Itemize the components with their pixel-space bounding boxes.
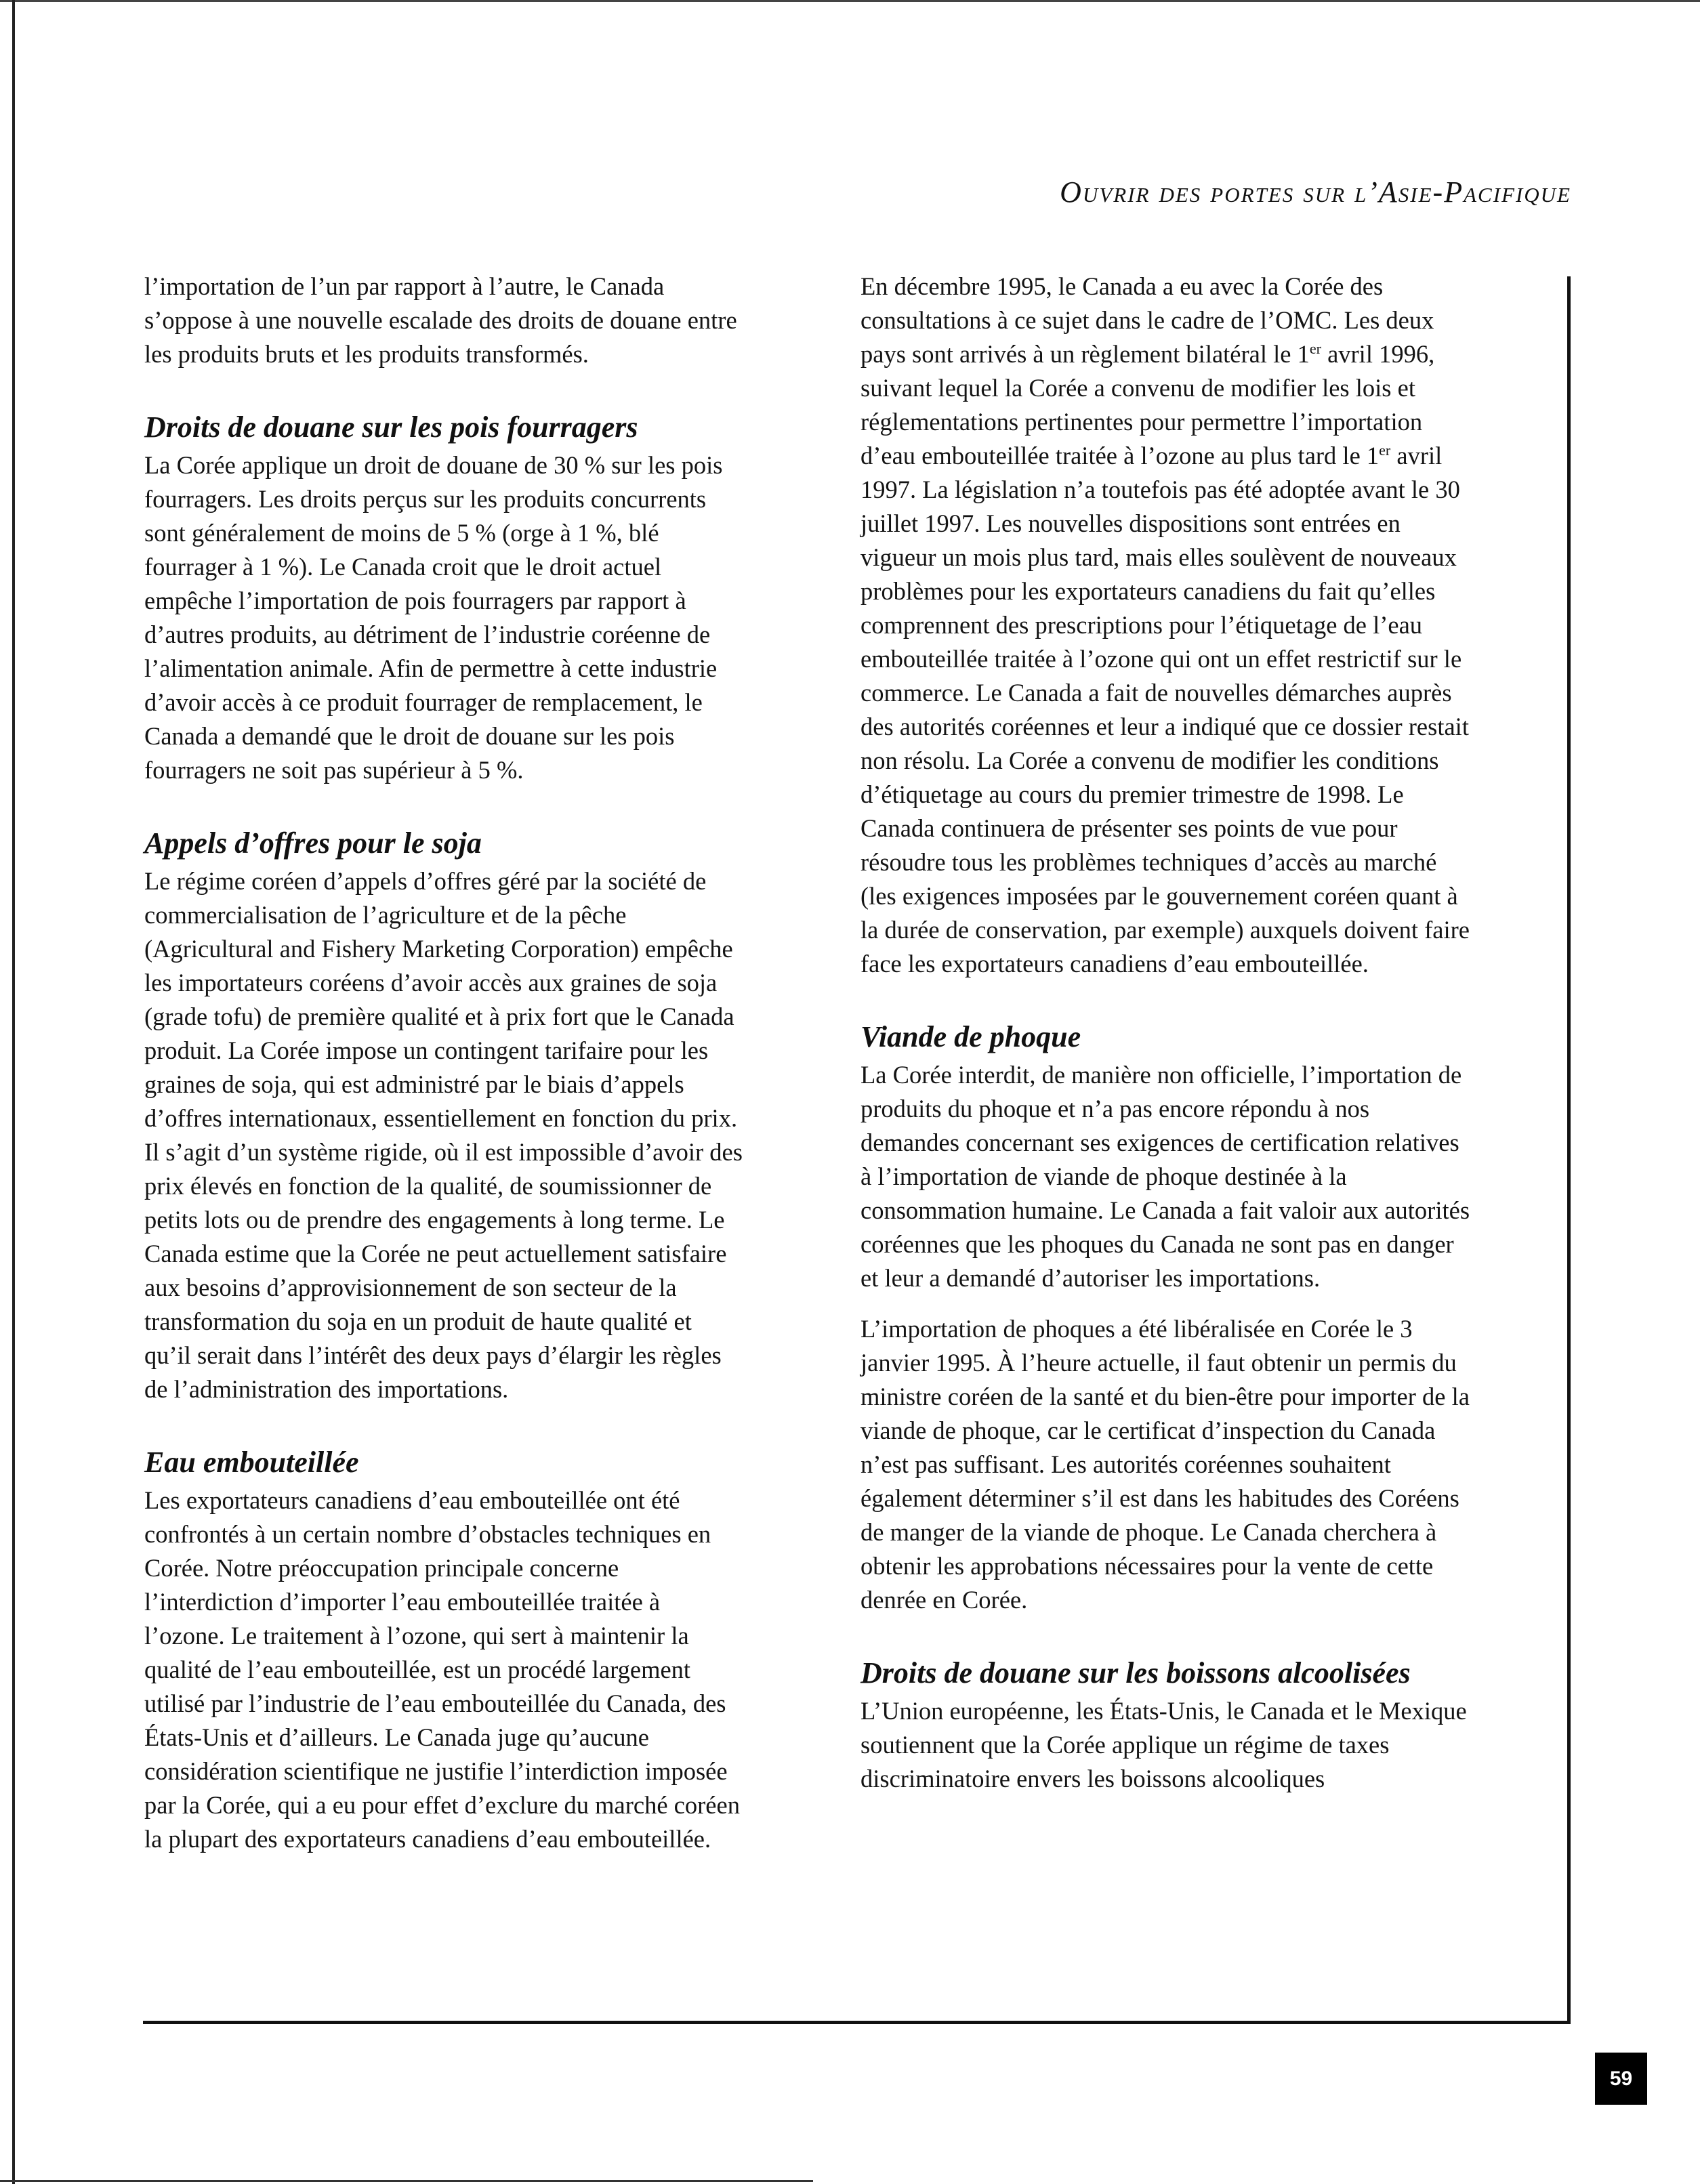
scan-edge-left	[12, 0, 15, 2184]
right-column	[861, 270, 1470, 1796]
ordinal-superscript: er	[1309, 339, 1321, 357]
para-text-part3: avril 1997. La législation n’a toutefois pas été adoptée avant le 30 juillet 1997. Les nouvelles dispositions sont entrées en vigueur un mois plus tard, mais elles soulèvent de nouveaux problèmes pour les exportateurs canadiens du fait qu’elles comprennent des prescriptions pour l’étiquetage de l’eau embouteillée traitée à l’ozone qui ont un effet restrictif sur le commerce. Le Canada a fait de nouvelles démarches auprès des autorités coréennes et leur a indiqué que ce dossier restait non résolu. La Corée a convenu de modifier les conditions d’étiquetage au cours du premier trimestre de 1998. Le Canada continuera de présenter ses points de vue pour résoudre tous les problèmes techniques d’accès au marché (les exigences imposées par le gouvernement coréen quant à la durée de conservation, par exemple) auxquels doivent faire face les exportateurs canadiens d’eau embouteillée.	[861, 442, 1470, 978]
bottom-horizontal-rule	[143, 2021, 1571, 2024]
section-heading-boissons-alcoolisees: Droits de douane sur les boissons alcoolisées	[861, 1656, 1411, 1689]
page-number: 59	[1595, 2053, 1647, 2105]
section-body-viande-de-phoque-1: La Corée interdit, de manière non officielle, l’importation de produits du phoque et n’a pas encore répondu à nos demandes concernant ses exigences de certification relatives à l’importation de viande de phoque destinée à la consommation humaine. Le Canada a fait valoir aux autorités coréennes que les phoques du Canada ne sont pas en danger et leur a demandé d’autoriser les importations.	[861, 1061, 1470, 1292]
section-body-boissons-alcoolisees: L’Union européenne, les États-Unis, le Canada et le Mexique soutiennent que la Corée applique un régime de taxes discriminatoire envers les boissons alcooliques	[861, 1697, 1467, 1792]
section-heading-viande-de-phoque: Viande de phoque	[861, 1020, 1081, 1053]
intro-paragraph: l’importation de l’un par rapport à l’autre, le Canada s’oppose à une nouvelle escalade des droits de douane entre les produits bruts et les produits transformés.	[144, 272, 737, 368]
left-column	[144, 270, 744, 1873]
right-vertical-rule	[1567, 276, 1571, 2023]
section-body-pois-fourragers: La Corée applique un droit de douane de 30 % sur les pois fourragers. Les droits perçus sur les produits concurrents sont généralement de moins de 5 % (orge à 1 %, blé fourrager à 1 %). Le Canada croit que le droit actuel empêche l’importation de pois fourragers par rapport à d’autres produits, au détriment de l’industrie coréenne de l’alimentation animale. Afin de permettre à cette industrie d’avoir accès à ce produit fourrager de remplacement, le Canada a demandé que le droit de douane sur les pois fourragers ne soit pas supérieur à 5 %.	[144, 451, 723, 784]
scan-edge-bottom	[0, 2180, 813, 2182]
section-heading-pois-fourragers: Droits de douane sur les pois fourragers	[144, 411, 638, 444]
eau-embouteillee-continued	[861, 270, 1470, 981]
para-text-part1: En décembre 1995, le Canada a eu avec la Corée des consultations à ce sujet dans le cadre de l’OMC. Les deux pays sont arrivés à un règlement bilatéral le 1	[861, 272, 1434, 368]
ordinal-superscript: er	[1379, 441, 1391, 459]
section-heading-soja: Appels d’offres pour le soja	[144, 826, 482, 860]
scan-edge-top	[0, 0, 1700, 2]
section-body-eau-embouteillee: Les exportateurs canadiens d’eau embouteillée ont été confrontés à un certain nombre d’obstacles techniques en Corée. Notre préoccupation principale concerne l’interdiction d’importer l’eau embouteillée traitée à l’ozone. Le traitement à l’ozone, qui sert à maintenir la qualité de l’eau embouteillée, est un procédé largement utilisé par l’industrie de l’eau embouteillée du Canada, des États-Unis et d’ailleurs. Le Canada juge qu’aucune considération scientifique ne justifie l’interdiction imposée par la Corée, qui a eu pour effet d’exclure du marché coréen la plupart des exportateurs canadiens d’eau embouteillée.	[144, 1486, 740, 1853]
section-body-soja: Le régime coréen d’appels d’offres géré par la société de commercialisation de l’agriculture et de la pêche (Agricultural and Fishery Marketing Corporation) empêche les importateurs coréens d’avoir accès aux graines de soja (grade tofu) de première qualité et à prix fort que le Canada produit. La Corée impose un contingent tarifaire pour les graines de soja, qui est administré par le biais d’appels d’offres internationaux, essentiellement en fonction du prix. Il s’agit d’un système rigide, où il est impossible d’avoir des prix élevés en fonction de la qualité, de soumissionner de petits lots ou de prendre des engagements à long terme. Le Canada estime que la Corée ne peut actuellement satisfaire aux besoins d’approvisionnement de son secteur de la transformation du soja en un produit de haute qualité et qu’il serait dans l’intérêt des deux pays d’élargir les règles de l’administration des importations.	[144, 867, 743, 1403]
para-text-part2: avril 1996, suivant lequel la Corée a convenu de modifier les lois et réglementations pertinentes pour permettre l’importation d’eau embouteillée traitée à l’ozone au plus tard le 1	[861, 340, 1435, 469]
running-header: Ouvrir des portes sur l’Asie-Pacifique	[1060, 175, 1571, 209]
section-heading-eau-embouteillee: Eau embouteillée	[144, 1446, 359, 1479]
section-body-viande-de-phoque-2: L’importation de phoques a été libéralisée en Corée le 3 janvier 1995. À l’heure actuelle, il faut obtenir un permis du ministre coréen de la santé et du bien-être pour importer de la viande de phoque, car le certificat d’inspection du Canada n’est pas suffisant. Les autorités coréennes souhaitent également déterminer s’il est dans les habitudes des Coréens de manger de la viande de phoque. Le Canada cherchera à obtenir les approbations nécessaires pour la vente de cette denrée en Corée.	[861, 1315, 1470, 1614]
